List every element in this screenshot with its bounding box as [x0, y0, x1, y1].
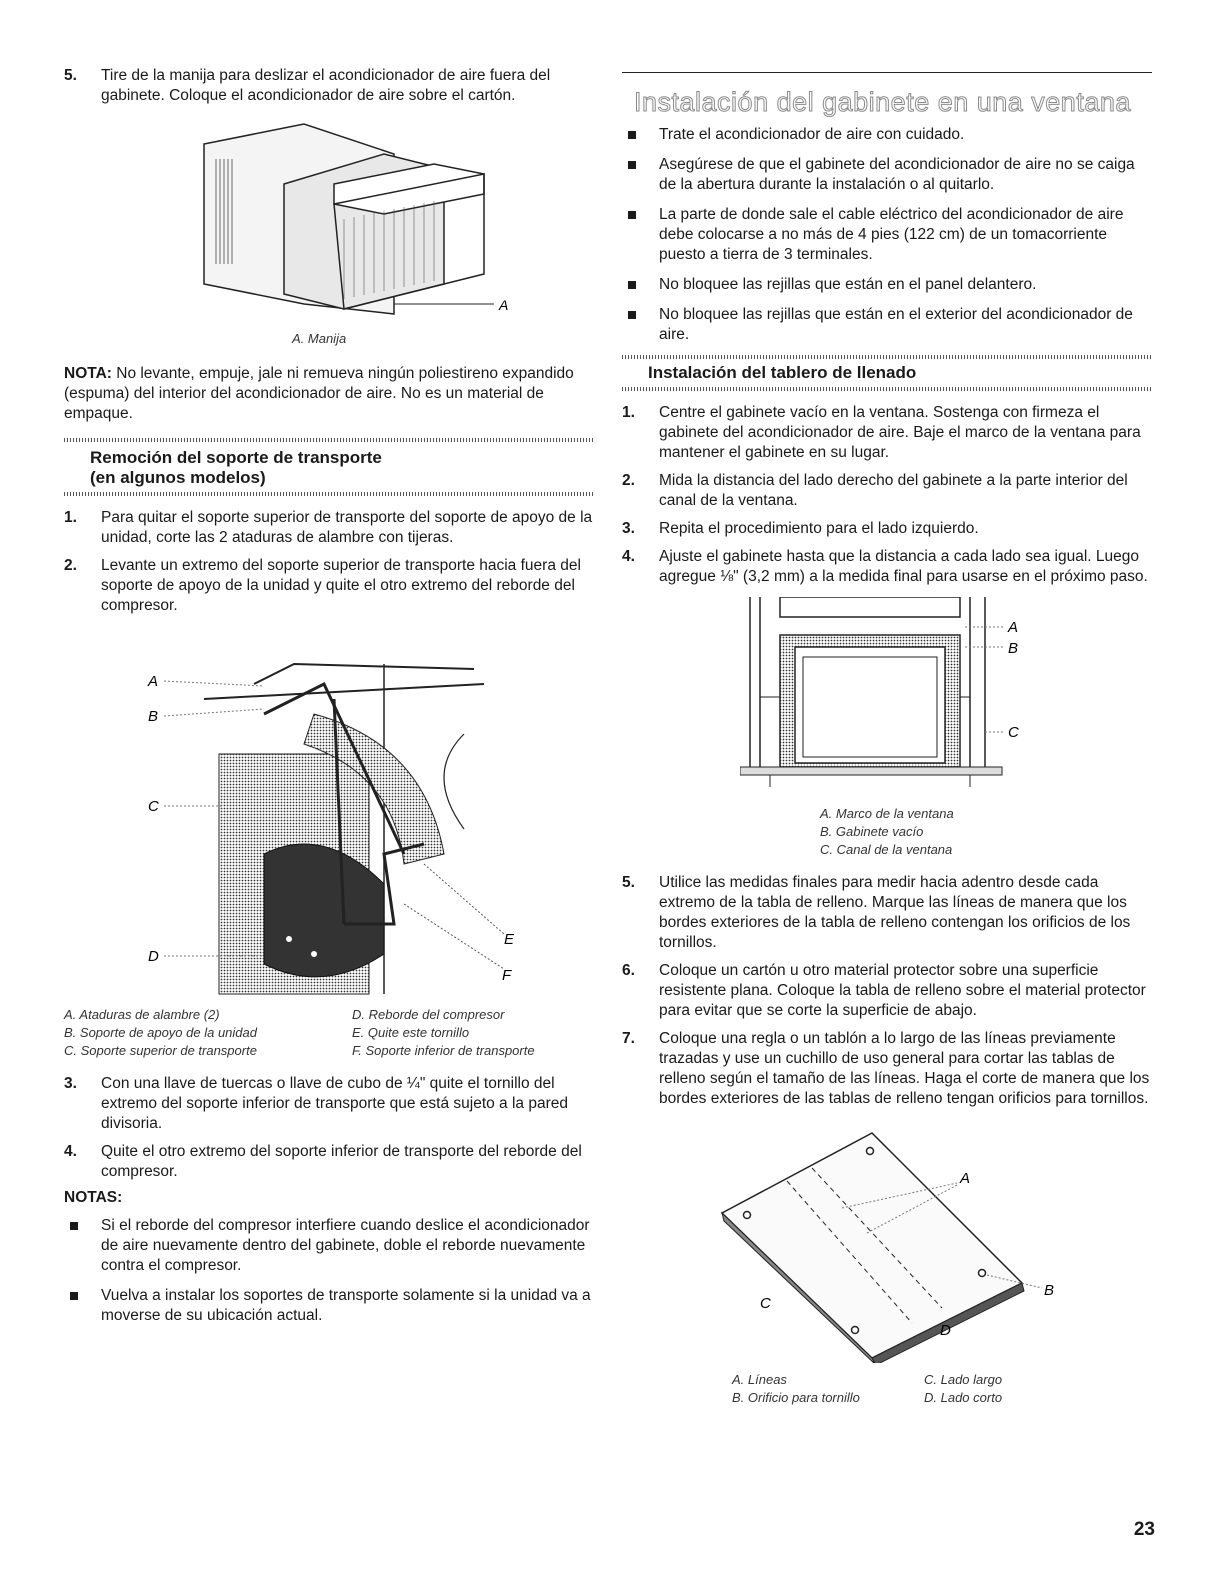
- bracket-illustration: [64, 624, 594, 1004]
- precaution-bullet: [622, 125, 1152, 145]
- bullet-square: [628, 281, 636, 289]
- step-number: 2.: [64, 557, 77, 574]
- step-text: Tire de la manija para deslizar el acondicionador de aire fuera del gabinete. Coloque el acondicionador de aire sobre el cartón.: [101, 67, 551, 104]
- step-6-right: [622, 961, 1152, 1021]
- step-number: 2.: [622, 472, 635, 489]
- step-1-right: [622, 403, 1152, 463]
- figure-captions: [732, 1371, 1152, 1407]
- label-c: C: [148, 798, 159, 815]
- label-a: A: [148, 673, 159, 690]
- caption-item: B. Gabinete vacío: [820, 824, 924, 839]
- caption-item: A. Ataduras de alambre (2): [64, 1007, 220, 1022]
- figure-caption: A. Manija: [292, 331, 347, 346]
- label-b: B: [1044, 1282, 1055, 1299]
- precaution-bullet: [622, 205, 1152, 265]
- step-text: Centre el gabinete vacío en la ventana. Sostenga con firmeza el gabinete del acondicionador de aire. Baje el marco de la ventana para mantener el gabinete en su lugar.: [659, 404, 1141, 461]
- step-5-left: [64, 66, 594, 106]
- step-1-left: [64, 508, 594, 548]
- label-b: B: [1008, 640, 1019, 657]
- step-text: Coloque una regla o un tablón a lo largo de las líneas previamente trazadas y use un cuchillo de uso general para cortar las tablas de relleno según el tamaño de las líneas. Haga el corte de manera que los bordes exteriores de las tablas de relleno tengan orificios para tornillos.: [659, 1030, 1150, 1107]
- step-text: Levante un extremo del soporte superior de transporte hacia fuera del soporte de apoyo de la unidad y quite el otro extremo del reborde del compresor.: [101, 557, 581, 614]
- bullet-text: Asegúrese de que el gabinete del acondicionador de aire no se caiga de la abertura durante la instalación o al quitarlo.: [659, 156, 1135, 193]
- step-number: 5.: [64, 67, 77, 84]
- step-text: Para quitar el soporte superior de transporte del soporte de apoyo de la unidad, corte las 2 ataduras de alambre con tijeras.: [101, 509, 593, 546]
- caption-item: D. Lado corto: [924, 1390, 1003, 1405]
- notas-heading: NOTAS:: [64, 1189, 123, 1206]
- caption-item: A. Marco de la ventana: [820, 806, 954, 821]
- step-4-right: [622, 547, 1152, 587]
- caption-item: D. Reborde del compresor: [352, 1007, 505, 1022]
- step-number: 7.: [622, 1030, 635, 1047]
- bullet-text: Si el reborde del compresor interfiere cuando deslice el acondicionador de aire nuevamente dentro del gabinete, doble el reborde nuevamente contra el compresor.: [101, 1217, 590, 1274]
- step-text: Repita el procedimiento para el lado izquierdo.: [659, 520, 979, 537]
- nota-paragraph: [64, 364, 594, 424]
- step-number: 1.: [64, 509, 77, 526]
- step-text: Con una llave de tuercas o llave de cubo de ¼" quite el tornillo del extremo del soporte inferior de transporte que está sujeto a la pared divisoria.: [101, 1075, 568, 1132]
- section-heading-removal: [64, 442, 594, 492]
- step-text: Ajuste el gabinete hasta que la distancia a cada lado sea igual. Luego agregue ⅛" (3,2 mm) a la medida final para usarse en el próximo paso.: [659, 548, 1148, 585]
- nota-bullet: [64, 1216, 594, 1276]
- bullet-square: [628, 311, 636, 319]
- step-text: Coloque un cartón u otro material protector sobre una superficie resistente plana. Coloque la tabla de relleno sobre el material protector para evitar que se corte la superficie de abajo.: [659, 962, 1146, 1019]
- filler-board-illustration: [692, 1123, 1092, 1363]
- figure-shipping-bracket: [64, 624, 594, 1060]
- bullet-square: [628, 161, 636, 169]
- label-a: A: [1008, 619, 1019, 636]
- bullet-text: No bloquee las rejillas que están en el exterior del acondicionador de aire.: [659, 306, 1133, 343]
- figure-captions: [820, 805, 1152, 859]
- step-number: 5.: [622, 874, 635, 891]
- step-number: 4.: [64, 1143, 77, 1160]
- step-3-right: [622, 519, 1152, 539]
- bullet-text: Trate el acondicionador de aire con cuidado.: [659, 126, 965, 143]
- label-c: C: [1008, 724, 1019, 741]
- step-text: Mida la distancia del lado derecho del gabinete a la parte interior del canal de la ventana.: [659, 472, 1128, 509]
- step-number: 4.: [622, 548, 635, 565]
- step-7-right: [622, 1029, 1152, 1109]
- label-f: F: [502, 967, 512, 984]
- bullet-text: Vuelva a instalar los soportes de transporte solamente si la unidad va a moverse de su ubicación actual.: [101, 1287, 591, 1324]
- step-text: Utilice las medidas finales para medir hacia adentro desde cada extremo de la tabla de relleno. Marque las líneas de manera que los bordes exteriores de la tabla de relleno contengan los orificios de los tornillos.: [659, 874, 1131, 951]
- precaution-bullet: [622, 155, 1152, 195]
- bullet-square: [628, 211, 636, 219]
- caption-item: B. Soporte de apoyo de la unidad: [64, 1025, 257, 1040]
- window-frame-illustration: [740, 597, 1040, 807]
- step-text: Quite el otro extremo del soporte inferior de transporte del reborde del compresor.: [101, 1143, 582, 1180]
- precautions-list: [622, 125, 1152, 345]
- label-d: D: [940, 1322, 951, 1339]
- nota-bullet: [64, 1286, 594, 1326]
- label-c: C: [760, 1295, 771, 1312]
- precaution-bullet: [622, 305, 1152, 345]
- nota-label: NOTA:: [64, 365, 112, 382]
- label-d: D: [148, 948, 159, 965]
- page-title: Instalación del gabinete en una ventana: [634, 87, 1131, 117]
- label-e: E: [504, 931, 515, 948]
- step-5-right: [622, 873, 1152, 953]
- dotted-rule: [622, 387, 1152, 391]
- figure-filler-board: [692, 1123, 1152, 1407]
- caption-item: B. Orificio para tornillo: [732, 1390, 860, 1405]
- bullet-square: [70, 1292, 78, 1300]
- caption-item: C. Canal de la ventana: [820, 842, 953, 857]
- bullet-square: [70, 1222, 78, 1230]
- figure-ac-handle: [194, 114, 524, 348]
- step-number: 3.: [622, 520, 635, 537]
- bullet-text: La parte de donde sale el cable eléctrico del acondicionador de aire debe colocarse a no más de 4 pies (122 cm) de un tomacorriente puesto a tierra de 3 terminales.: [659, 206, 1124, 263]
- left-column: [64, 66, 594, 1336]
- ac-unit-illustration: [194, 114, 524, 324]
- step-4-left: [64, 1142, 594, 1182]
- figure-window-frame: [740, 597, 1152, 859]
- step-number: 3.: [64, 1075, 77, 1092]
- precaution-bullet: [622, 275, 1152, 295]
- step-number: 6.: [622, 962, 635, 979]
- right-column: [622, 66, 1152, 1407]
- figure-captions: [64, 1006, 594, 1060]
- step-number: 1.: [622, 404, 635, 421]
- caption-item: C. Lado largo: [924, 1372, 1003, 1387]
- step-2-right: [622, 471, 1152, 511]
- section-title-line1: Remoción del soporte de transporte: [90, 448, 382, 467]
- caption-item: E. Quite este tornillo: [352, 1025, 470, 1040]
- label-b: B: [148, 708, 159, 725]
- dotted-rule: [64, 492, 594, 496]
- title-rule: [622, 72, 1152, 73]
- label-a: A: [960, 1170, 971, 1187]
- caption-item: F. Soporte inferior de transporte: [352, 1043, 535, 1058]
- page-number: 23: [1133, 1519, 1155, 1540]
- bullet-text: No bloquee las rejillas que están en el panel delantero.: [659, 276, 1037, 293]
- caption-item: A. Líneas: [732, 1372, 787, 1387]
- label-a: A: [499, 297, 509, 313]
- bullet-square: [628, 131, 636, 139]
- section-title-filler: Instalación del tablero de llenado: [648, 363, 917, 382]
- step-2-left: [64, 556, 594, 616]
- step-3-left: [64, 1074, 594, 1134]
- section-title-line2: (en algunos modelos): [90, 468, 266, 487]
- caption-item: C. Soporte superior de transporte: [64, 1043, 257, 1058]
- nota-text: No levante, empuje, jale ni remueva ningún poliestireno expandido (espuma) del interior del acondicionador de aire. No es un material de empaque.: [64, 365, 574, 422]
